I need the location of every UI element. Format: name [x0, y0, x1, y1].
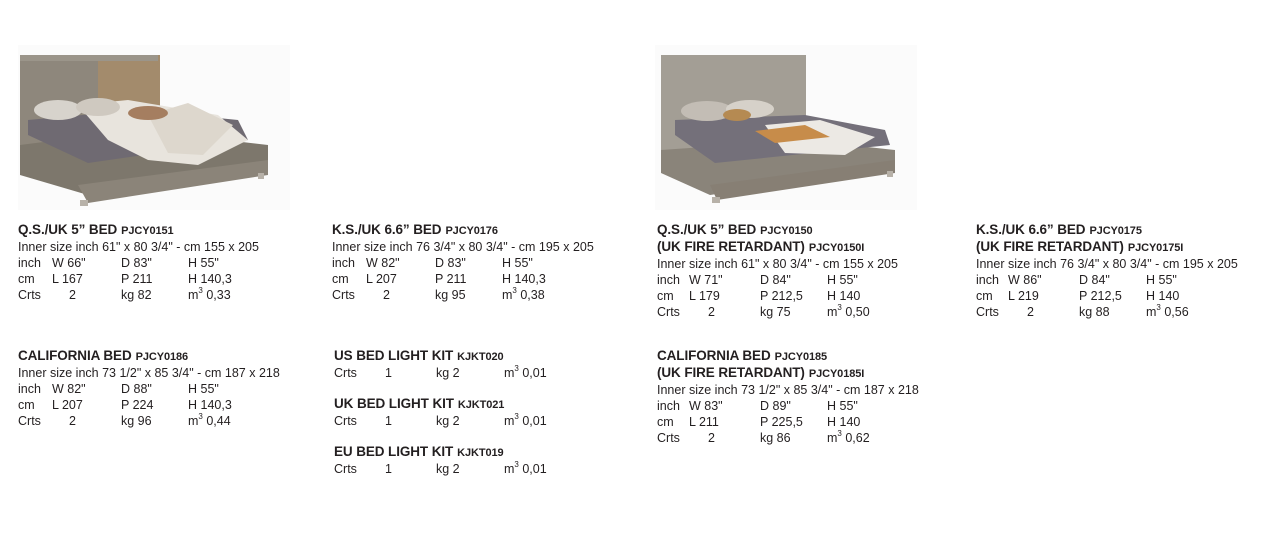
- volume-unit: m: [188, 288, 199, 302]
- crates-value: 1: [385, 366, 392, 380]
- product-variant: (UK FIRE RETARDANT): [657, 365, 805, 380]
- product-variant: (UK FIRE RETARDANT): [976, 239, 1124, 254]
- kit-crts-row: [334, 413, 594, 429]
- row-label: Crts: [332, 288, 355, 302]
- row-label: inch: [657, 273, 680, 287]
- cm-row: [657, 288, 957, 304]
- product-code: PJCY0150: [760, 225, 813, 237]
- product-title: [332, 222, 632, 239]
- kit-code: KJKT021: [457, 399, 505, 411]
- depth-value: P 211: [435, 272, 467, 286]
- product-code: PJCY0151: [121, 225, 174, 237]
- crates-value: 1: [385, 414, 392, 428]
- volume-value: $m^3$ 0,33: [188, 286, 231, 302]
- kit-title: [334, 396, 594, 413]
- weight-value: kg 2: [436, 462, 460, 476]
- inch-row: [332, 255, 632, 271]
- row-label: Crts: [657, 305, 680, 319]
- inch-row: [976, 272, 1261, 288]
- depth-value: D 88": [121, 382, 152, 396]
- inch-row: [18, 255, 318, 271]
- row-label: Crts: [976, 305, 999, 319]
- volume-number: 0,56: [1164, 305, 1189, 319]
- height-value: H 55": [188, 382, 219, 396]
- product-code: PJCY0185: [774, 351, 828, 363]
- product-title-2: [657, 365, 957, 382]
- height-value: H 140: [827, 415, 861, 429]
- row-label: cm: [18, 398, 35, 412]
- width-value: W 86": [1008, 273, 1042, 287]
- weight-value: kg 95: [435, 288, 466, 302]
- inch-row: [18, 381, 318, 397]
- crates-value: 2: [383, 288, 390, 302]
- crts-row: [18, 413, 318, 429]
- crts-row: [657, 304, 957, 320]
- height-value: H 55": [188, 256, 219, 270]
- kit-code: KJKT019: [457, 447, 504, 459]
- height-value: H 140,3: [502, 272, 546, 286]
- depth-value: P 225,5: [760, 415, 803, 429]
- depth-value: D 89": [760, 399, 791, 413]
- product-name: Q.S./UK 5” BED: [18, 222, 118, 237]
- product-title: [657, 222, 957, 239]
- crates-value: 2: [69, 288, 76, 302]
- product-title: [657, 348, 957, 365]
- volume-unit: m: [827, 305, 838, 319]
- product-title-2: [976, 239, 1261, 256]
- row-label: Crts: [334, 462, 357, 476]
- row-label: Crts: [334, 366, 357, 380]
- kit-name: EU BED LIGHT KIT: [334, 444, 454, 459]
- kit-title: [334, 348, 594, 365]
- volume-value: $m^3$ 0,01: [504, 364, 547, 380]
- height-value: H 55": [827, 273, 858, 287]
- product-name: K.S./UK 6.6” BED: [976, 222, 1086, 237]
- volume-unit: m: [1146, 305, 1157, 319]
- inner-size: Inner size inch 76 3/4" x 80 3/4" - cm 195 x 205: [332, 240, 594, 254]
- weight-value: kg 2: [436, 414, 460, 428]
- product-block-qs-bed-fire-retardant: [657, 222, 957, 320]
- width-value: W 71": [689, 273, 723, 287]
- height-value: H 140: [1146, 289, 1180, 303]
- kit-block-uk: [334, 396, 594, 429]
- volume-unit: m: [502, 288, 513, 302]
- height-value: H 140,3: [188, 272, 232, 286]
- product-variant: (UK FIRE RETARDANT): [657, 239, 805, 254]
- volume-number: 0,38: [520, 288, 545, 302]
- weight-value: kg 2: [436, 366, 460, 380]
- volume-value: $m^3$ 0,01: [504, 460, 547, 476]
- inch-row: [657, 272, 957, 288]
- length-value: L 211: [689, 415, 719, 429]
- width-value: W 83": [689, 399, 723, 413]
- length-value: L 167: [52, 272, 83, 286]
- crates-value: 2: [708, 305, 715, 319]
- kit-code: KJKT020: [457, 351, 504, 363]
- crates-value: 2: [1027, 305, 1034, 319]
- bed-wood-panel-headboard-photo: [18, 45, 290, 210]
- product-name: Q.S./UK 5” BED: [657, 222, 757, 237]
- volume-number: 0,62: [845, 431, 870, 445]
- row-label: Crts: [18, 288, 41, 302]
- width-value: W 82": [52, 382, 86, 396]
- product-title: [976, 222, 1261, 239]
- product-block-ks-bed-fire-retardant: [976, 222, 1261, 320]
- kit-title: [334, 444, 594, 461]
- height-value: H 55": [502, 256, 533, 270]
- cm-row: [332, 271, 632, 287]
- height-value: H 140,3: [188, 398, 232, 412]
- product-variant-code: PJCY0185I: [808, 368, 865, 380]
- crates-value: 2: [708, 431, 715, 445]
- depth-value: P 212,5: [1079, 289, 1122, 303]
- product-variant-code: PJCY0175I: [1127, 242, 1184, 254]
- product-code: PJCY0186: [135, 351, 189, 363]
- kit-name: UK BED LIGHT KIT: [334, 396, 454, 411]
- cm-row: [18, 397, 318, 413]
- row-label: cm: [976, 289, 993, 303]
- row-label: cm: [332, 272, 349, 286]
- volume-number: 0,01: [522, 366, 547, 380]
- height-value: H 55": [1146, 273, 1177, 287]
- product-block-ks-bed: [332, 222, 632, 303]
- weight-value: kg 96: [121, 414, 152, 428]
- row-label: Crts: [657, 431, 680, 445]
- product-block-california-bed-fire-retardant: [657, 348, 957, 446]
- volume-number: 0,01: [522, 462, 547, 476]
- inner-size: Inner size inch 61" x 80 3/4" - cm 155 x 205: [18, 240, 259, 254]
- bed-upholstered-headboard-photo: [655, 45, 917, 210]
- row-label: inch: [18, 382, 41, 396]
- product-name: CALIFORNIA BED: [657, 348, 771, 363]
- volume-value: $m^3$ 0,50: [827, 303, 870, 319]
- row-label: cm: [657, 289, 674, 303]
- volume-unit: m: [504, 414, 515, 428]
- volume-value: $m^3$ 0,56: [1146, 303, 1189, 319]
- kit-block-eu: [334, 444, 594, 477]
- row-label: inch: [657, 399, 680, 413]
- inch-row: [657, 398, 957, 414]
- row-label: inch: [976, 273, 999, 287]
- product-variant-code: PJCY0150I: [808, 242, 865, 254]
- inner-size: Inner size inch 61" x 80 3/4" - cm 155 x 205: [657, 257, 898, 271]
- weight-value: kg 86: [760, 431, 791, 445]
- volume-number: 0,01: [522, 414, 547, 428]
- crts-row: [18, 287, 318, 303]
- height-value: H 140: [827, 289, 861, 303]
- product-code: PJCY0176: [445, 225, 498, 237]
- depth-value: D 84": [760, 273, 791, 287]
- row-label: Crts: [334, 414, 357, 428]
- width-value: W 66": [52, 256, 86, 270]
- product-name: CALIFORNIA BED: [18, 348, 132, 363]
- kit-block-us: [334, 348, 594, 381]
- inner-size: Inner size inch 73 1/2" x 85 3/4" - cm 187 x 218: [18, 366, 280, 380]
- crates-value: 2: [69, 414, 76, 428]
- depth-value: P 211: [121, 272, 153, 286]
- product-block-california-bed: [18, 348, 318, 429]
- weight-value: kg 88: [1079, 305, 1110, 319]
- volume-value: $m^3$ 0,01: [504, 412, 547, 428]
- row-label: inch: [332, 256, 355, 270]
- depth-value: P 212,5: [760, 289, 803, 303]
- length-value: L 219: [1008, 289, 1039, 303]
- crts-row: [657, 430, 957, 446]
- height-value: H 55": [827, 399, 858, 413]
- depth-value: D 83": [435, 256, 466, 270]
- volume-unit: m: [504, 462, 515, 476]
- cm-row: [976, 288, 1261, 304]
- inner-size: Inner size inch 76 3/4" x 80 3/4" - cm 195 x 205: [976, 257, 1238, 271]
- length-value: L 179: [689, 289, 720, 303]
- crts-row: [332, 287, 632, 303]
- weight-value: kg 82: [121, 288, 152, 302]
- length-value: L 207: [366, 272, 397, 286]
- product-code: PJCY0175: [1089, 225, 1142, 237]
- volume-number: 0,44: [206, 414, 231, 428]
- depth-value: D 83": [121, 256, 152, 270]
- volume-unit: m: [188, 414, 199, 428]
- kit-name: US BED LIGHT KIT: [334, 348, 454, 363]
- kit-crts-row: [334, 461, 594, 477]
- depth-value: D 84": [1079, 273, 1110, 287]
- product-title: [18, 222, 318, 239]
- volume-value: $m^3$ 0,38: [502, 286, 545, 302]
- volume-value: $m^3$ 0,44: [188, 412, 231, 428]
- crates-value: 1: [385, 462, 392, 476]
- row-label: cm: [657, 415, 674, 429]
- volume-unit: m: [827, 431, 838, 445]
- depth-value: P 224: [121, 398, 154, 412]
- row-label: cm: [18, 272, 35, 286]
- volume-unit: m: [504, 366, 515, 380]
- length-value: L 207: [52, 398, 83, 412]
- cm-row: [18, 271, 318, 287]
- product-title: [18, 348, 318, 365]
- weight-value: kg 75: [760, 305, 791, 319]
- volume-number: 0,33: [206, 288, 231, 302]
- crts-row: [976, 304, 1261, 320]
- volume-value: $m^3$ 0,62: [827, 429, 870, 445]
- product-title-2: [657, 239, 957, 256]
- kit-crts-row: [334, 365, 594, 381]
- row-label: inch: [18, 256, 41, 270]
- volume-number: 0,50: [845, 305, 870, 319]
- row-label: Crts: [18, 414, 41, 428]
- product-block-qs-bed: [18, 222, 318, 303]
- inner-size: Inner size inch 73 1/2" x 85 3/4" - cm 187 x 218: [657, 383, 919, 397]
- cm-row: [657, 414, 957, 430]
- product-name: K.S./UK 6.6” BED: [332, 222, 442, 237]
- width-value: W 82": [366, 256, 400, 270]
